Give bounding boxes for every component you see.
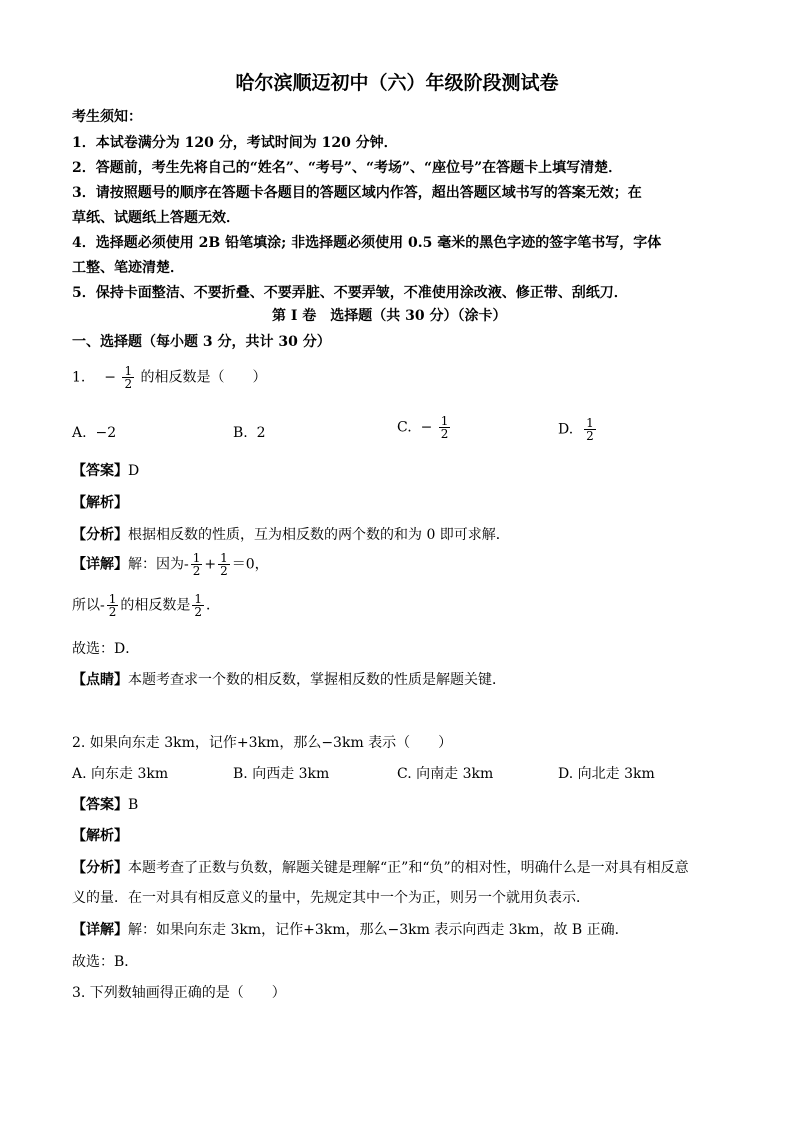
choose-line: 故选：D． [72,641,140,657]
question-3: 3. 下列数轴画得正确的是（ ） [72,985,286,1001]
fenxi-text: 本题考查了正数与负数，解题关键是理解“正”和“负”的相对性，明确什么是一对具有相反意 [128,860,689,876]
minus-sign: − [420,419,433,436]
question-1 [72,365,267,390]
option-a: A. 向东走 3km [72,766,169,782]
answer-tag: 【答案】 [72,463,128,479]
so-text: 所以- [72,597,105,614]
volume-heading: 第 I 卷 选择题（共 30 分）（涂卡） [272,308,507,324]
answer-line [72,794,138,814]
comment-line [72,669,506,689]
option-value: −2 [95,425,117,441]
notice-item: 1．本试卷满分为 120 分，考试时间为 120 分钟． [72,135,398,151]
detail-text: ＝0， [231,556,269,573]
notice-item: 5．保持卡面整洁、不要折叠、不要弄脏、不要弄皱，不准使用涂改液、修正带、刮纸刀． [72,285,628,301]
section-heading: 一、选择题（每小题 3 分，共计 30 分） [72,334,331,350]
detail-text: 解：因为- [128,556,189,573]
fenxi-line [72,857,689,877]
fraction [192,593,204,618]
fenxi-text: 根据相反数的性质，互为相反数的两个数的和为 0 即可求解． [128,527,510,543]
option-d: D. 向北走 3km [558,766,655,782]
fraction [191,552,203,577]
fraction-numerator: 1 [192,551,201,565]
option-b: B. 向西走 3km [233,766,330,782]
fraction [218,552,230,577]
question-number: 1. [72,369,86,386]
question-stem: 的相反数是（ ） [140,369,267,386]
fraction-denominator: 2 [108,605,117,619]
so-line [72,593,220,618]
notice-item: 草纸、试题纸上答题无效． [72,210,240,226]
page-title: 哈尔滨顺迈初中（六）年级阶段测试卷 [235,72,559,94]
fraction-denominator: 2 [586,429,594,443]
option-label: D. [558,421,574,438]
detail-tag: 【详解】 [72,922,128,938]
fraction-denominator: 2 [440,427,449,441]
option-b [233,425,266,441]
option-c [397,415,452,440]
fraction-denominator: 2 [192,564,201,578]
plus-sign: + [204,556,217,573]
fraction [439,415,451,440]
analysis-tag: 【解析】 [72,828,128,844]
minus-sign: − [104,369,116,386]
answer-line [72,460,139,480]
comment-tag: 【点睛】 [72,672,128,688]
notice-heading: 考生须知： [72,109,142,125]
fraction-denominator: 2 [124,377,133,391]
detail-line [72,919,629,939]
so-text: 的相反数是 [120,597,191,614]
fraction-numerator: 1 [124,364,133,378]
detail-line [72,552,269,577]
fraction-numerator: 1 [194,592,203,606]
option-d [558,417,598,442]
fraction [107,593,119,618]
question-2: 2. 如果向东走 3km，记作+3km，那么−3km 表示（ ） [72,735,453,751]
fraction-numerator: 1 [440,414,449,428]
fraction [584,417,596,442]
fraction-denominator: 2 [220,564,228,578]
option-a [72,425,116,441]
analysis-tag: 【解析】 [72,495,128,511]
fraction [122,365,134,390]
so-text: ． [206,597,221,614]
fraction-numerator: 1 [586,416,594,430]
fraction-numerator: 1 [220,551,228,565]
answer-tag: 【答案】 [72,797,128,813]
option-label: A. [72,425,87,441]
fenxi-tag: 【分析】 [72,860,128,876]
comment-text: 本题考查求一个数的相反数，掌握相反数的性质是解题关键． [128,672,506,688]
option-label: B. [233,425,248,441]
notice-item: 2．答题前，考生先将自己的“姓名”、“考号”、“考场”、“座位号”在答题卡上填写清楚． [72,160,623,176]
fraction-numerator: 1 [108,592,117,606]
choose-line: 故选：B． [72,954,139,970]
option-value: 2 [256,425,266,441]
detail-tag: 【详解】 [72,556,128,573]
notice-item: 工整、笔迹清楚． [72,260,184,276]
notice-item: 3．请按照题号的顺序在答题卡各题目的答题区域内作答，超出答题区域书写的答案无效；在 [72,185,642,201]
fenxi-tag: 【分析】 [72,527,128,543]
answer-value: D [128,463,140,479]
fenxi-line-2: 义的量．在一对具有相反意义的量中，先规定其中一个为正，则另一个就用负表示． [72,890,590,906]
detail-text: 解：如果向东走 3km，记作+3km，那么−3km 表示向西走 3km，故 B 正确． [128,922,629,938]
fenxi-line [72,524,510,544]
option-label: C. [397,419,412,436]
option-c: C. 向南走 3km [397,766,494,782]
answer-value: B [128,797,139,813]
notice-item: 4．选择题必须使用 2B 铅笔填涂; 非选择题必须使用 0.5 毫米的黑色字迹的签字笔书写，字体 [72,235,662,251]
fraction-denominator: 2 [194,605,203,619]
